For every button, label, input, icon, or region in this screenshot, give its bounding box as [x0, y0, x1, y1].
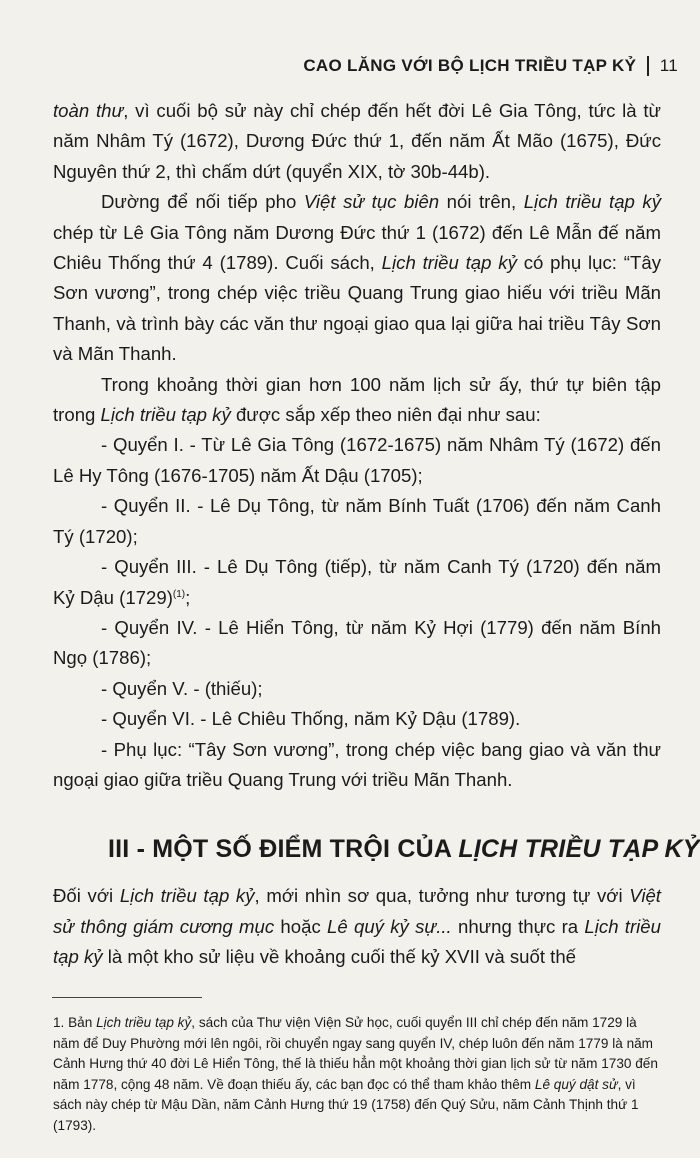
list-item: - Phụ lục: “Tây Sơn vương”, trong chép việc bang giao và văn thư ngoại giao giữa triều Quang Trung với triều Mãn Thanh. — [53, 738, 661, 790]
list-item: - Quyển I. - Từ Lê Gia Tông (1672-1675) năm Nhâm Tý (1672) đến Lê Hy Tông (1676-1705) năm Ất Dậu (1705); — [53, 434, 661, 486]
footnote-text — [53, 1013, 663, 1136]
running-header — [303, 56, 678, 76]
italic-title: Lê quý kỷ sự... — [327, 915, 452, 937]
list-item: - Quyển II. - Lê Dụ Tông, từ năm Bính Tuất (1706) đến năm Canh Tý (1720); — [53, 495, 661, 547]
main-text — [53, 96, 661, 795]
text-run: nói trên, — [439, 191, 524, 213]
list-item: - Quyển V. - (thiếu); — [101, 677, 263, 699]
text-run: là một kho sử liệu về khoảng cuối thế kỷ XVII và suốt thế — [102, 946, 577, 968]
italic-title: Lịch triều tạp kỷ — [100, 404, 231, 426]
italic-title: Việt sử thông giám cương mục — [53, 885, 661, 937]
text-run: , sách của Thư viện Viện Sử học, cuối quyển III chỉ chép đến năm 1729 là năm để Duy Phường mới lên ngôi, rồi chuyển ngay sang quyển IV, chép luôn đến năm 1779 là năm Cảnh Hưng thứ 40 đời Lê Hiển Tông, thế là thiếu hẳn một khoảng thời gian lịch sử từ năm 1730 đến năm 1778, cộng 48 năm. Về đoạn thiếu ấy, các bạn đọc có thể tham khảo thêm — [53, 1015, 658, 1092]
text-run: , mới nhìn sơ qua, tưởng như tương tự với — [254, 885, 630, 906]
italic-title: Việt sử tục biên — [303, 191, 440, 213]
text-run: , vì sách này chép từ Mậu Dần, năm Cảnh Hưng thứ 19 (1758) đến Quý Sửu, năm Cảnh Thịnh thứ 1 (1793). — [53, 1076, 639, 1133]
paragraph-continuation — [53, 96, 661, 187]
text-run: Trong khoảng thời gian hơn 100 năm lịch sử ấy, thứ tự biên tập trong — [53, 373, 661, 426]
footnote-ref: (1) — [172, 588, 186, 600]
italic-title: Lịch triều tạp kỷ — [381, 252, 517, 274]
section-text — [53, 881, 661, 973]
footnote-divider — [52, 997, 202, 998]
italic-title: Lịch triều tạp kỷ — [53, 915, 661, 968]
heading-italic: LỊCH TRIỀU TẠP KỶ — [458, 835, 700, 863]
section-heading — [108, 835, 700, 864]
italic-title: Lê quý dật sử — [534, 1076, 618, 1092]
heading-text: III - MỘT SỐ ĐIỂM TRỘI CỦA — [108, 835, 459, 863]
page-number: 11 — [659, 56, 678, 75]
text-run: nhưng thực ra — [451, 915, 585, 937]
paragraph-order — [53, 370, 661, 431]
text-run: ; — [185, 586, 191, 608]
italic-title: toàn thư — [53, 100, 124, 121]
header-divider — [647, 56, 649, 76]
running-title: CAO LĂNG VỚI BỘ LỊCH TRIỀU TẠP KỶ — [303, 56, 637, 75]
text-run: Đối với — [53, 885, 120, 906]
list-item — [53, 552, 661, 613]
list-item: - Quyển VI. - Lê Chiêu Thống, năm Kỷ Dậu (1789). — [101, 708, 521, 730]
text-run: Dường để nối tiếp pho — [101, 191, 304, 213]
paragraph-origin — [53, 187, 661, 369]
text-run: chép từ Lê Gia Tông năm Dương Đức thứ 1 (1672) đến Lê Mẫn đế năm Chiêu Thống thứ 4 (1789). Cuối sách, — [53, 221, 661, 274]
list-item: - Quyển IV. - Lê Hiển Tông, từ năm Kỷ Hợi (1779) đến năm Bính Ngọ (1786); — [53, 616, 661, 669]
text-run: - Quyển III. - Lê Dụ Tông (tiếp), từ năm Canh Tý (1720) đến năm Kỷ Dậu (1729) — [53, 556, 661, 608]
italic-title: Lịch triều tạp kỷ — [96, 1015, 192, 1030]
text-run: được sắp xếp theo niên đại như sau: — [230, 404, 541, 426]
text-run: 1. Bản — [53, 1015, 97, 1030]
text-run: , vì cuối bộ sử này chỉ chép đến hết đời Lê Gia Tông, tức là từ năm Nhâm Tý (1672), Dương Đức thứ 1, đến năm Ất Mão (1675), Đức Nguyên thứ 2, thì chấm dứt (quyển XIX, tờ 30b-44b). — [53, 100, 661, 182]
footnote — [53, 1013, 663, 1136]
text-run: hoặc — [274, 915, 328, 937]
italic-title: Lịch triều tạp kỷ — [523, 191, 661, 213]
italic-title: Lịch triều tạp kỷ — [119, 885, 255, 906]
paragraph-section — [53, 881, 661, 973]
text-run: có phụ lục: “Tây Sơn vương”, trong chép việc triều Quang Trung giao hiếu với triều Mãn Thanh, và trình bày các văn thư ngoại giao qua lại giữa hai triều Tây Sơn và Mãn Thanh. — [53, 252, 661, 365]
